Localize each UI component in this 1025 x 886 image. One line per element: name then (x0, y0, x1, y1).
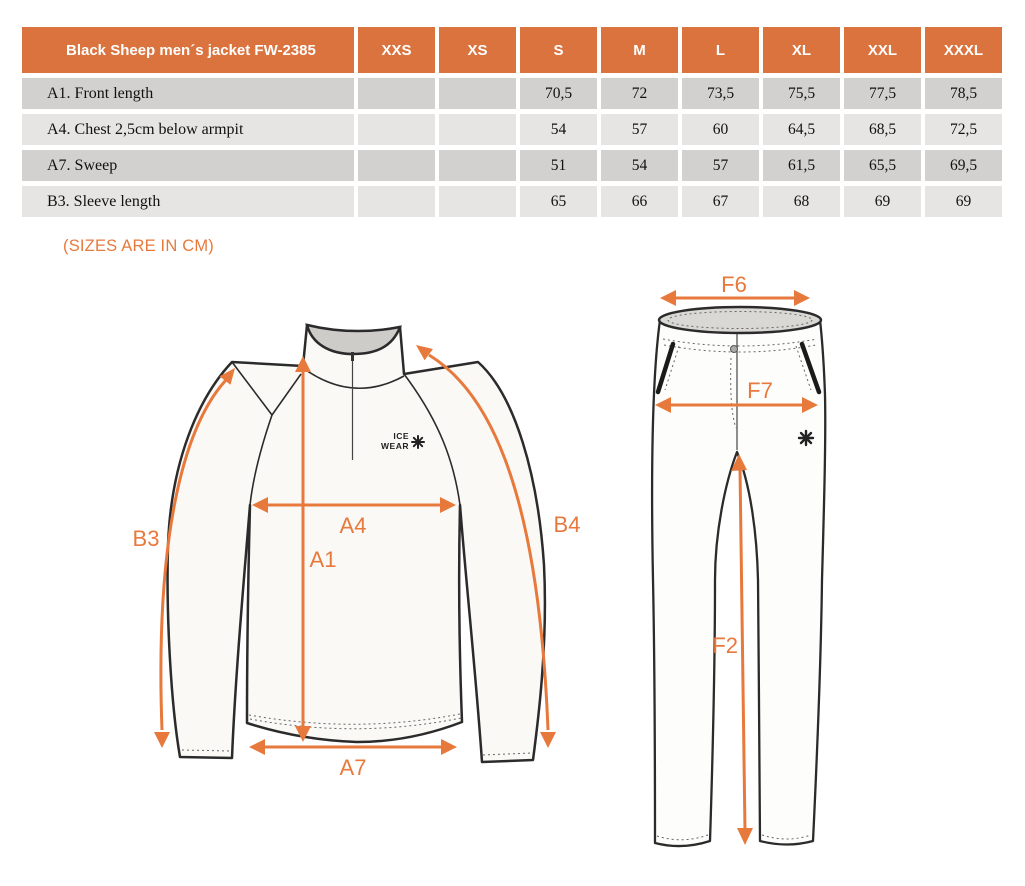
value-cell: 69 (925, 186, 1002, 217)
value-cell: 65,5 (844, 150, 921, 181)
pants-outline (652, 320, 825, 846)
value-cell: 72 (601, 78, 678, 109)
table-title-cell (22, 27, 354, 73)
pants-measure-f7-label: F7 (747, 378, 773, 403)
value-cell (439, 186, 516, 217)
value-cell: 57 (601, 114, 678, 145)
value-cell: 51 (520, 150, 597, 181)
row-label-front-length: A1. Front length (22, 78, 354, 109)
table-title: Black Sheep men´s jacket FW-2385 (66, 41, 316, 59)
jacket-measure-a4-label: A4 (339, 513, 367, 538)
value-cell: 57 (682, 150, 759, 181)
value-cell: 68 (763, 186, 840, 217)
size-col-header-m: M (601, 27, 678, 73)
value-cell: 60 (682, 114, 759, 145)
jacket-measure-a1-label: A1 (309, 547, 337, 572)
value-cell: 70,5 (520, 78, 597, 109)
value-cell (358, 186, 435, 217)
snowflake-icon (412, 436, 424, 448)
value-cell: 66 (601, 186, 678, 217)
jacket-measure-b3-label: B3 (132, 526, 160, 551)
value-cell: 65 (520, 186, 597, 217)
value-cell (439, 78, 516, 109)
value-cell: 64,5 (763, 114, 840, 145)
pants-measure-f2-label: F2 (712, 633, 738, 658)
waist-button (731, 346, 738, 353)
size-col-header-xxl: XXL (844, 27, 921, 73)
brand-logo-line2: WEAR (381, 441, 409, 451)
snowflake-icon (799, 431, 813, 445)
size-chart-table (22, 27, 1002, 217)
jacket-measure-b4-label: B4 (553, 512, 581, 537)
value-cell: 73,5 (682, 78, 759, 109)
sizes-in-cm-note: (SIZES ARE IN CM) (63, 237, 214, 255)
value-cell: 69,5 (925, 150, 1002, 181)
size-col-header-xxs: XXS (358, 27, 435, 73)
value-cell (439, 114, 516, 145)
size-col-header-xxxl: XXXL (925, 27, 1002, 73)
row-label-sleeve-length: B3. Sleeve length (22, 186, 354, 217)
value-cell (358, 150, 435, 181)
waist-opening (659, 307, 821, 333)
value-cell: 61,5 (763, 150, 840, 181)
row-label-chest: A4. Chest 2,5cm below armpit (22, 114, 354, 145)
value-cell (358, 114, 435, 145)
value-cell: 77,5 (844, 78, 921, 109)
row-label-sweep: A7. Sweep (22, 150, 354, 181)
zipper-pull (351, 352, 354, 361)
value-cell: 75,5 (763, 78, 840, 109)
value-cell: 69 (844, 186, 921, 217)
value-cell (439, 150, 516, 181)
jacket-diagram (132, 290, 620, 800)
jacket-measure-a7-label: A7 (339, 755, 367, 780)
pants-diagram (635, 272, 835, 878)
size-col-header-s: S (520, 27, 597, 73)
value-cell: 68,5 (844, 114, 921, 145)
value-cell: 54 (601, 150, 678, 181)
value-cell: 72,5 (925, 114, 1002, 145)
size-col-header-xs: XS (439, 27, 516, 73)
value-cell (358, 78, 435, 109)
brand-logo-line1: ICE (393, 431, 409, 441)
pants-measure-f6-label: F6 (721, 272, 747, 297)
size-col-header-l: L (682, 27, 759, 73)
value-cell: 54 (520, 114, 597, 145)
size-col-header-xl: XL (763, 27, 840, 73)
jacket-outline (168, 325, 545, 762)
value-cell: 67 (682, 186, 759, 217)
value-cell: 78,5 (925, 78, 1002, 109)
